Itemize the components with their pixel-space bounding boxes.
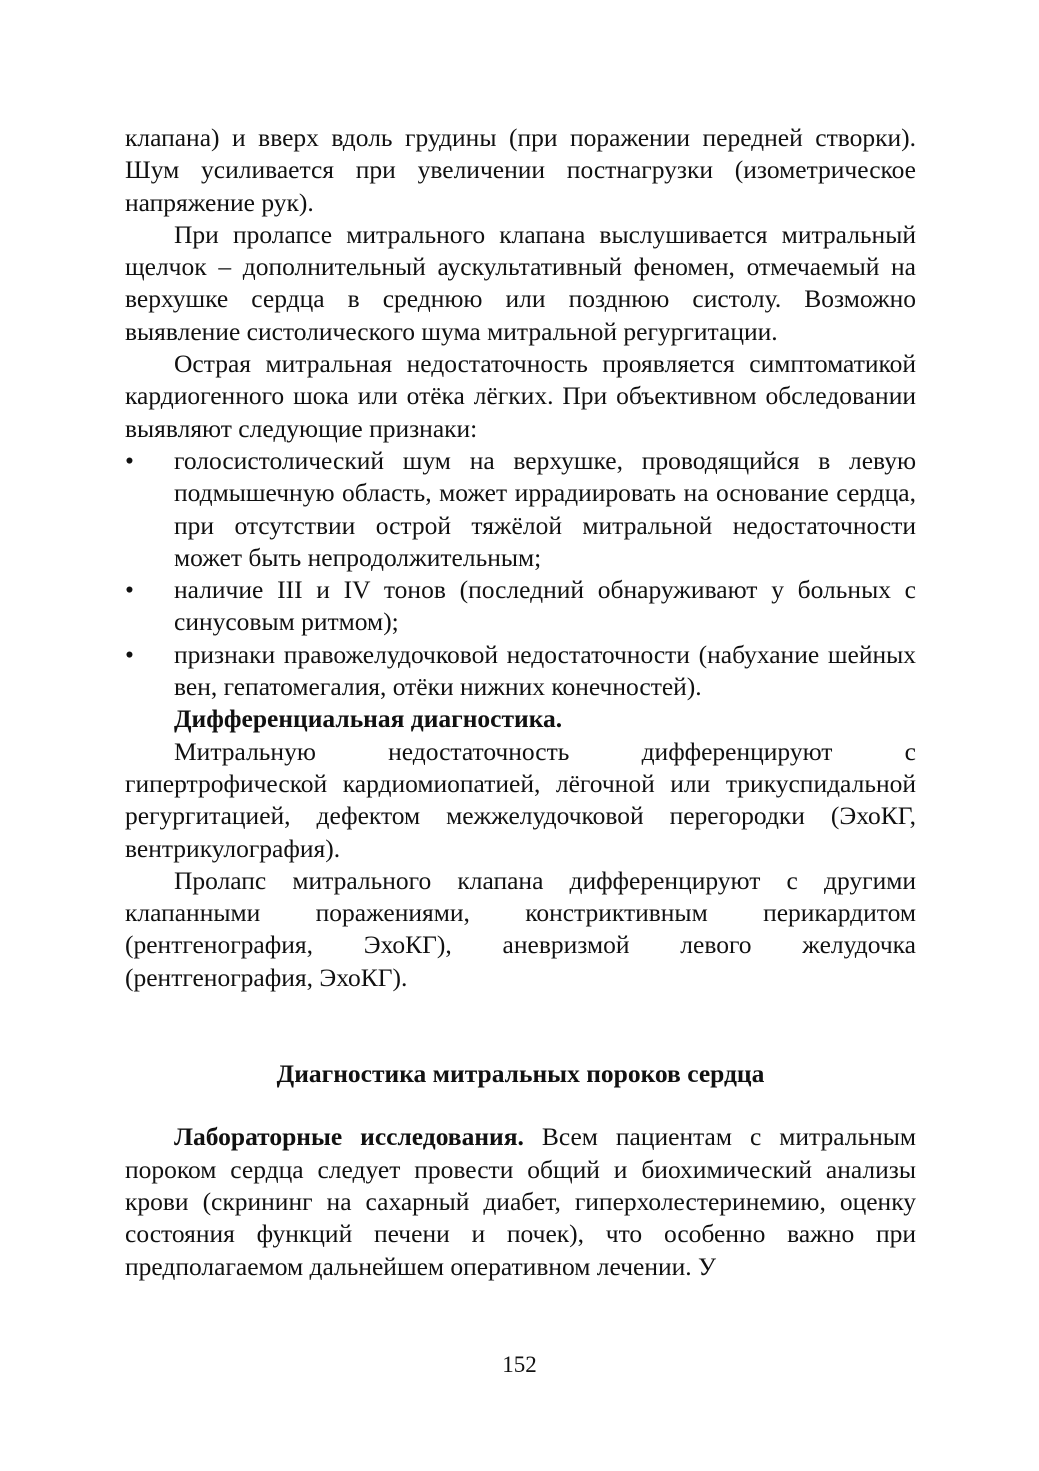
paragraph-differential-insufficiency: Митральную недостаточность дифференцируют с гипертрофической кардиомиопатией, лёгочной или трикуспидальной регургитацией, дефектом межжелудочковой перегородки (ЭхоКГ, вентрикулография). <box>125 736 916 863</box>
list-item-text: признаки правожелудочковой недостаточности (набухание шейных вен, гепатомегалия, отёки нижних конечностей). <box>174 639 916 702</box>
section-title: Диагностика митральных пороков сердца <box>276 1059 765 1089</box>
bullet-icon: • <box>125 639 134 669</box>
bullet-icon: • <box>125 575 134 605</box>
paragraph-continuation: клапана) и вверх вдоль грудины (при поражении передней створки). Шум усиливается при увеличении постнагрузки (изометрическое напряжение рук). <box>125 123 916 217</box>
paragraph-prolapse-click: При пролапсе митрального клапана выслушивается митральный щелчок – дополнительный аускультативный феномен, отмечаемый на верхушке сердца в среднюю или позднюю систолу. Возможно выявление систолического шума митральной регургитации. <box>125 219 916 346</box>
list-item-text: голосистолический шум на верхушке, проводящийся в левую подмышечную область, может иррадиировать на основание сердца, при отсутствии острой тяжёлой митральной недостаточности может быть непродолжительным; <box>174 445 916 572</box>
bullet-icon: • <box>125 445 134 475</box>
paragraph-acute-insufficiency: Острая митральная недостаточность проявляется симптоматикой кардиогенного шока или отёка лёгких. При объективном обследовании выявляют следующие признаки: <box>125 349 916 443</box>
page-body <box>125 122 916 1283</box>
paragraph-lab-tests <box>125 1121 916 1282</box>
lab-tests-label: Лабораторные исследования. <box>174 1122 524 1152</box>
differential-heading: Дифференциальная диагностика. <box>174 704 563 734</box>
list-item <box>125 639 916 704</box>
lab-tests-text: Всем пациентам с митральным пороком сердца следует провести общий и биохимический анализы крови (скрининг на сахарный диабет, гиперхолестеринемию, оценку состояния функций печени и почек), что особенно важно при предполагаемом дальнейшем оперативном лечении. У <box>125 1122 917 1281</box>
list-item <box>125 445 916 574</box>
paragraph-differential-prolapse: Пролапс митрального клапана дифференцируют с другими клапанными поражениями, констриктивным перикардитом (рентгенография, ЭхоКГ), аневризмой левого желудочка (рентгенография, ЭхоКГ). <box>125 865 916 992</box>
list-item-text: наличие III и IV тонов (последний обнаруживают у больных с синусовым ритмом); <box>174 575 916 637</box>
signs-list <box>125 445 916 703</box>
list-item <box>125 574 916 639</box>
page-number: 152 <box>502 1352 537 1377</box>
